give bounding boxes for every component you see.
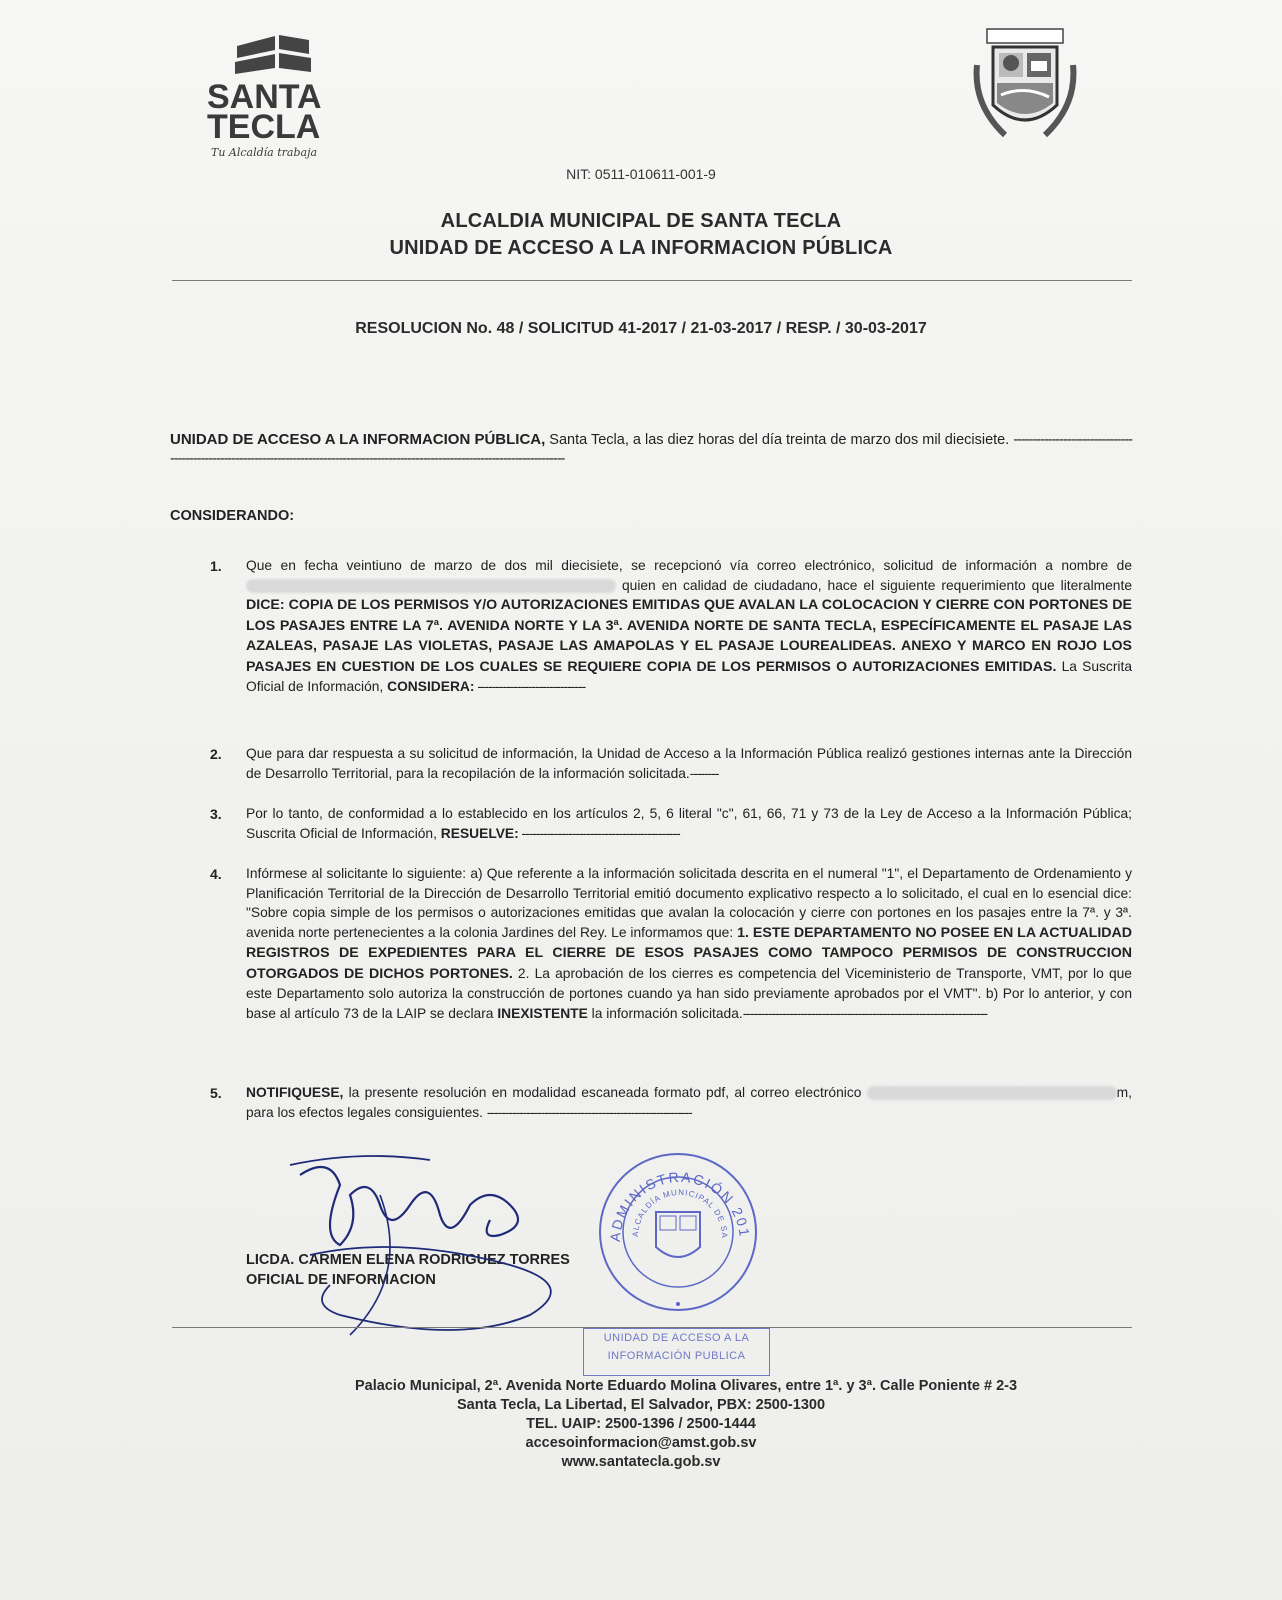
item-4-text-3: la información solicitada.: [587, 1005, 743, 1021]
footer-website: www.santatecla.gob.sv: [561, 1454, 721, 1470]
official-seal: [590, 1142, 765, 1317]
redacted-name: [246, 579, 616, 593]
seal-inner-text: ALCALDÍA MUNICIPAL DE SA: [630, 1187, 730, 1239]
logo-line2: TECLA: [207, 108, 321, 146]
resolution-reference: RESOLUCION No. 48 / SOLICITUD 41-2017 / 21-03-2017 / RESP. / 30-03-2017: [355, 320, 927, 337]
item-5-dashes: ---------------------------------------------------------: [486, 1104, 692, 1120]
item-4-dashes: --------------------------------------------------------------------: [742, 1005, 988, 1021]
item-3-resuelve: RESUELVE:: [440, 825, 519, 841]
stamp-line1: UNIDAD DE ACCESO A LA: [603, 1332, 750, 1344]
divider: [172, 280, 1132, 281]
item-5-text: la presente resolución en modalidad escaneada formato pdf, al correo electrónico: [343, 1085, 867, 1100]
page-title: ALCALDIA MUNICIPAL DE SANTA TECLA: [440, 210, 842, 232]
item-1: [246, 556, 1132, 697]
santa-tecla-logo: [205, 28, 355, 163]
item-4: [246, 864, 1132, 1023]
logo-line1: SANTA: [207, 78, 322, 116]
redacted-email: [867, 1086, 1117, 1100]
intro-dashes: --------------------------------------------------------------------------------------------------------------------------------------: [170, 432, 1132, 467]
signer-title: OFICIAL DE INFORMACION: [246, 1272, 436, 1288]
page-subtitle: UNIDAD DE ACCESO A LA INFORMACION PÚBLICA: [389, 237, 893, 259]
item-5-notifiquese: NOTIFIQUESE,: [246, 1085, 344, 1100]
footer-address: Palacio Municipal, 2ª. Avenida Norte Eduardo Molina Olivares, entre 1ª. y 3ª. Calle Poniente # 2-3: [354, 1378, 1018, 1394]
item-4-inexistente: INEXISTENTE: [497, 1005, 588, 1021]
item-2-text: Que para dar respuesta a su solicitud de información, la Unidad de Acceso a la Información Pública realizó gestiones internas ante la Dirección de Desarrollo Territorial, para la recopilación de la información solicitada.: [246, 746, 1132, 781]
item-1-text: Que en fecha veintiuno de marzo de dos mil diecisiete, se recepcionó vía correo electrónico, solicitud de información a nombre de: [246, 558, 1132, 573]
item-1-considera: CONSIDERA:: [387, 679, 475, 694]
signer-name: LICDA. CARMEN ELENA RODRIGUEZ TORRES: [246, 1252, 570, 1268]
item-3-text: Por lo tanto, de conformidad a lo establecido en los artículos 2, 5, 6 literal "c", 61, 66, 71 y 73 de la Ley de Acceso a la Información Pública; Suscrita Oficial de Información,: [246, 806, 1132, 841]
item-3: [246, 804, 1132, 843]
item-5-text-2: m, para los efectos legales consiguientes.: [246, 1085, 1132, 1120]
footer-city: Santa Tecla, La Libertad, El Salvador, PBX: 2500-1300: [456, 1397, 826, 1413]
uaip-stamp: [583, 1328, 770, 1376]
item-3-dashes: --------------------------------------------: [518, 825, 680, 841]
nit-number: NIT: 0511-010611-001-9: [566, 166, 716, 182]
item-number: 2.: [210, 746, 222, 762]
intro-heading: UNIDAD DE ACCESO A LA INFORMACION PÚBLICA,: [170, 431, 546, 448]
item-1-quote: DICE: COPIA DE LOS PERMISOS Y/O AUTORIZACIONES EMITIDAS QUE AVALAN LA COLOCACION Y CIERRE CON PORTONES DE LOS PASAJES ENTRE LA 7ª. AVENIDA NORTE Y LA 3ª. AVENIDA NORTE DE SANTA TECLA, ESPECÍFICAMENTE EL PASAJE LAS AZALEAS, PASAJE LAS VIOLETAS, PASAJE LAS AMAPOLAS Y EL PASAJE LOUREALIDEAS. ANEXO Y MARCO EN ROJO LOS PASAJES EN CUESTION DE LOS CUALES SE REQUIERE COPIA DE LOS PERMISOS O AUTORIZACIONES EMITIDAS.: [246, 597, 1132, 675]
item-1-dashes: ------------------------------: [474, 679, 586, 694]
item-number: 4.: [210, 866, 222, 882]
item-2-dashes: --------: [689, 765, 719, 781]
municipal-crest-icon: [965, 25, 1085, 150]
intro-text: Santa Tecla, a las diez horas del día treinta de marzo dos mil diecisiete.: [545, 432, 1014, 448]
item-4-quote: 1. ESTE DEPARTAMENTO NO POSEE EN LA ACTUALIDAD REGISTROS DE EXPEDIENTES PARA EL CIERRE DE ESOS PASAJES COMO TAMPOCO PERMISOS DE CONSTRUCCION OTORGADOS DE DICHOS PORTONES.: [246, 924, 1133, 982]
item-4-text-2: 2. La aprobación de los cierres es competencia del Viceministerio de Transporte, VMT, por lo que este Departamento solo autoriza la construcción de portones cuando ya han sido previamente aprobados por el VMT". b) Por lo anterior, y con base al artículo 73 de la LAIP se declara: [246, 965, 1132, 1021]
item-number: 3.: [210, 806, 222, 822]
seal-text: ADMINISTRACIÓN 201: [606, 1168, 753, 1243]
item-1-text-3: La Suscrita Oficial de Información,: [246, 658, 1132, 694]
item-4-text: Infórmese al solicitante lo siguiente: a) Que referente a la información solicitada descrita en el numeral "1", el Departamento de Ordenamiento y Planificación Territorial de la Dirección de Desarrollo Territorial emitió documento explicativo respecto a lo solicitado, el cual en lo esencial dice: "Sobre copia simple de los permisos o autorizaciones emitidas que avalan la colocación y cierre con portones en los pasajes entre la 7ª. y 3ª. avenida norte pertenecientes a la colonia Jardines del Rey. Le informamos que:: [246, 866, 1132, 940]
logo-tagline: Tu Alcaldía trabaja: [211, 146, 318, 159]
stamp-line2: INFORMACIÓN PUBLICA: [607, 1350, 746, 1362]
intro-paragraph: [170, 430, 1132, 469]
considerando-heading: CONSIDERANDO:: [170, 508, 295, 524]
handwritten-signature: [280, 1145, 610, 1345]
item-2: [246, 744, 1132, 783]
item-number: 1.: [210, 558, 222, 574]
item-1-text-2: quien en calidad de ciudadano, hace el siguiente requerimiento que literalmente: [616, 577, 1132, 593]
item-5: [246, 1083, 1132, 1122]
item-number: 5.: [210, 1085, 222, 1101]
footer-phone: TEL. UAIP: 2500-1396 / 2500-1444: [526, 1416, 756, 1432]
footer-email: accesoinformacion@amst.gob.sv: [525, 1435, 757, 1451]
